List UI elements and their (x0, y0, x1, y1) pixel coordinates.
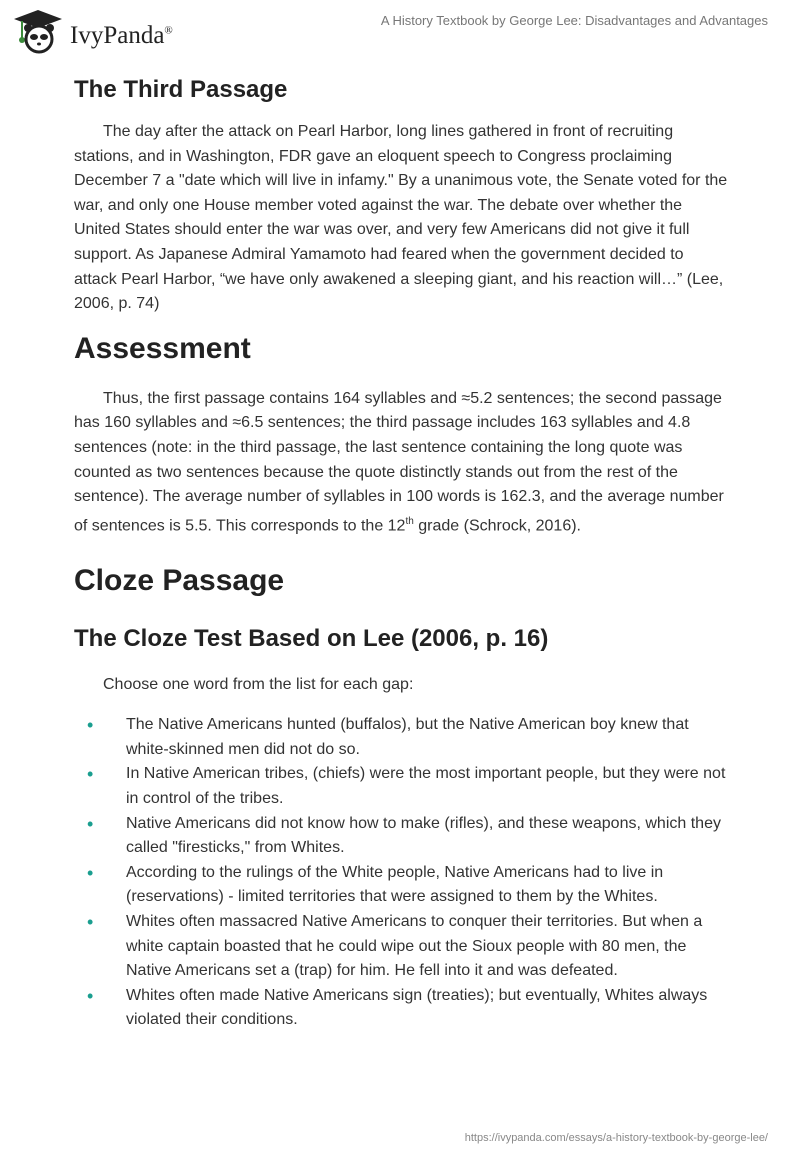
assessment-text: Thus, the first passage contains 164 syllables and ≈5.2 sentences; the second passage has 160 syllables and ≈6.5 sentences; the third passage includes 163 syllables and 4.8 sentences (note: in the third passage, the last sentence containing the long quote was counted as two sentences because the quote distinctly stands out from the rest of the sentence). The average number of syllables in 100 words is 162.3, and the average number of sentences is 5.5. This corresponds to the 12 (74, 389, 724, 535)
document-title: A History Textbook by George Lee: Disadvantages and Advantages (380, 13, 768, 28)
assessment-text-end: grade (Schrock, 2016). (413, 517, 581, 535)
instruction-paragraph: Choose one word from the list for each gap: (103, 675, 414, 693)
panda-graduate-icon (12, 8, 64, 54)
bullet-icon: • (87, 715, 94, 736)
cloze-list (74, 713, 728, 1033)
ivypanda-logo[interactable] (12, 8, 173, 54)
bullet-icon: • (87, 911, 94, 932)
heading-assessment: Assessment (74, 331, 251, 365)
bullet-icon: • (87, 985, 94, 1006)
superscript-th: th (405, 515, 414, 527)
list-item-text: Native Americans did not know how to make (rifles), and these weapons, which they called "firesticks," from Whites. (126, 814, 721, 857)
footer-url[interactable]: https://ivypanda.com/essays/a-history-textbook-by-george-lee/ (464, 1132, 768, 1144)
list-item (74, 812, 728, 861)
bullet-icon: • (87, 764, 94, 785)
list-item (74, 984, 728, 1033)
article-content (74, 70, 728, 1033)
list-item-text: According to the rulings of the White people, Native Americans had to live in (reservations) - limited territories that were assigned to them by the Whites. (126, 863, 664, 906)
list-item (74, 861, 728, 910)
list-item (74, 910, 728, 984)
list-item-text: Whites often made Native Americans sign (treaties); but eventually, Whites always violated their conditions. (126, 986, 708, 1029)
third-passage-paragraph: The day after the attack on Pearl Harbor, long lines gathered in front of recruiting stations, and in Washington, FDR gave an eloquent speech to Congress proclaiming December 7 a "date which will live in infamy." By a unanimous vote, the Senate voted for the war, and only one House member voted against the war. The debate over whether the United States should enter the war was over, and very few Americans did not give it full support. As Japanese Admiral Yamamoto had feared when the government decided to attack Pearl Harbor, “we have only awakened a sleeping giant, and his reaction will…” (Lee, 2006, p. 74) (74, 123, 728, 313)
registered-mark: ® (164, 24, 173, 37)
page-header (0, 0, 800, 60)
list-item-text: In Native American tribes, (chiefs) were the most important people, but they were not in control of the tribes. (126, 765, 726, 808)
bullet-icon: • (87, 813, 94, 834)
heading-third-passage: The Third Passage (74, 76, 288, 103)
bullet-icon: • (87, 862, 94, 883)
list-item-text: Whites often massacred Native Americans to conquer their territories. But when a white captain boasted that he could wipe out the Sioux people with 80 men, the Native Americans set a (trap) for him. He fell into it and was defeated. (126, 912, 703, 980)
list-item-text: The Native Americans hunted (buffalos), but the Native American boy knew that white-skinned men did not do so. (126, 716, 689, 758)
logo-text: IvyPanda (70, 22, 165, 49)
list-item (74, 762, 728, 811)
assessment-paragraph (74, 387, 728, 539)
list-item (74, 713, 728, 762)
heading-cloze-test: The Cloze Test Based on Lee (2006, p. 16) (74, 624, 549, 652)
heading-cloze-passage: Cloze Passage (74, 563, 285, 597)
